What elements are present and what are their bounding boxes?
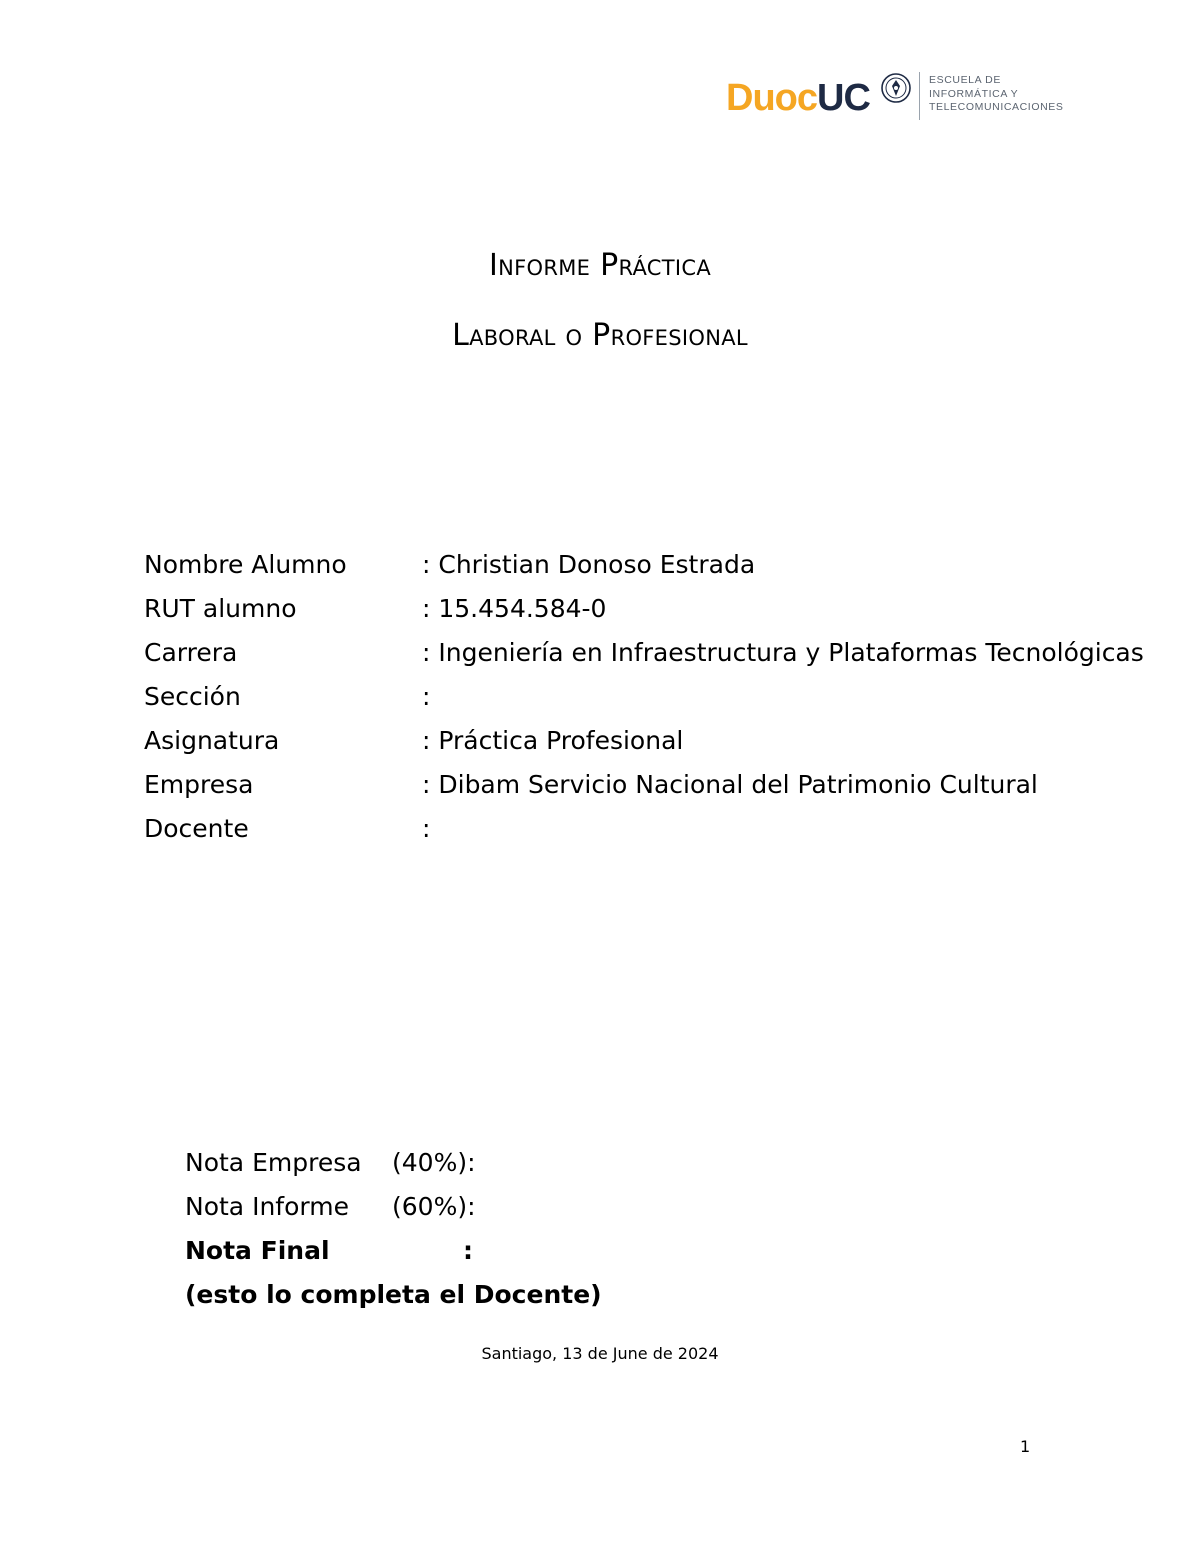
info-value: : Christian Donoso Estrada	[422, 550, 756, 579]
info-value: : 15.454.584-0	[422, 594, 607, 623]
document-title-line-2: Laboral o Profesional	[452, 318, 748, 353]
info-label: Carrera	[144, 638, 238, 667]
info-value: : Dibam Servicio Nacional del Patrimonio Cultural	[422, 770, 1038, 799]
info-row-asignatura	[144, 722, 1144, 766]
school-name	[929, 74, 1064, 115]
logo-brand-primary: Duoc	[726, 77, 817, 119]
school-line-2: INFORMÁTICA Y	[929, 87, 1019, 100]
grade-informe-label: Nota Informe	[185, 1192, 349, 1221]
school-line-1: ESCUELA DE	[929, 74, 1001, 86]
document-date: Santiago, 13 de June de 2024	[481, 1344, 719, 1363]
duocuc-logo	[726, 70, 1064, 126]
grades-section	[185, 1144, 602, 1320]
info-label: Asignatura	[144, 726, 280, 755]
grade-row-final	[185, 1232, 602, 1276]
student-info	[144, 546, 1144, 854]
grade-informe-percentage: (60%):	[392, 1192, 476, 1221]
document-title-line-1: Informe Práctica	[488, 248, 712, 283]
info-row-docente	[144, 810, 1144, 854]
logo-brand	[726, 76, 870, 120]
grade-final-colon: :	[463, 1236, 473, 1265]
grade-final-label: Nota Final	[185, 1236, 330, 1265]
grade-empresa-label: Nota Empresa	[185, 1148, 362, 1177]
grade-note: (esto lo completa el Docente)	[185, 1280, 602, 1309]
info-row-seccion	[144, 678, 1144, 722]
logo-brand-secondary: UC	[817, 77, 870, 119]
university-seal-icon	[880, 72, 912, 104]
grade-empresa-percentage: (40%):	[392, 1148, 476, 1177]
grade-row-informe	[185, 1188, 602, 1232]
info-label: RUT alumno	[144, 594, 297, 623]
grade-row-empresa	[185, 1144, 602, 1188]
info-value: : Ingeniería en Infraestructura y Plataformas Tecnológicas	[422, 638, 1144, 667]
info-row-nombre	[144, 546, 1144, 590]
info-row-empresa	[144, 766, 1144, 810]
info-value: :	[422, 814, 431, 843]
logo-divider	[919, 72, 920, 120]
info-row-carrera	[144, 634, 1144, 678]
info-value: :	[422, 682, 431, 711]
info-value: : Práctica Profesional	[422, 726, 684, 755]
info-row-rut	[144, 590, 1144, 634]
info-label: Sección	[144, 682, 241, 711]
info-label: Nombre Alumno	[144, 550, 347, 579]
page-number: 1	[1020, 1437, 1031, 1456]
info-label: Docente	[144, 814, 249, 843]
info-label: Empresa	[144, 770, 254, 799]
school-line-3: TELECOMUNICACIONES	[929, 101, 1064, 113]
